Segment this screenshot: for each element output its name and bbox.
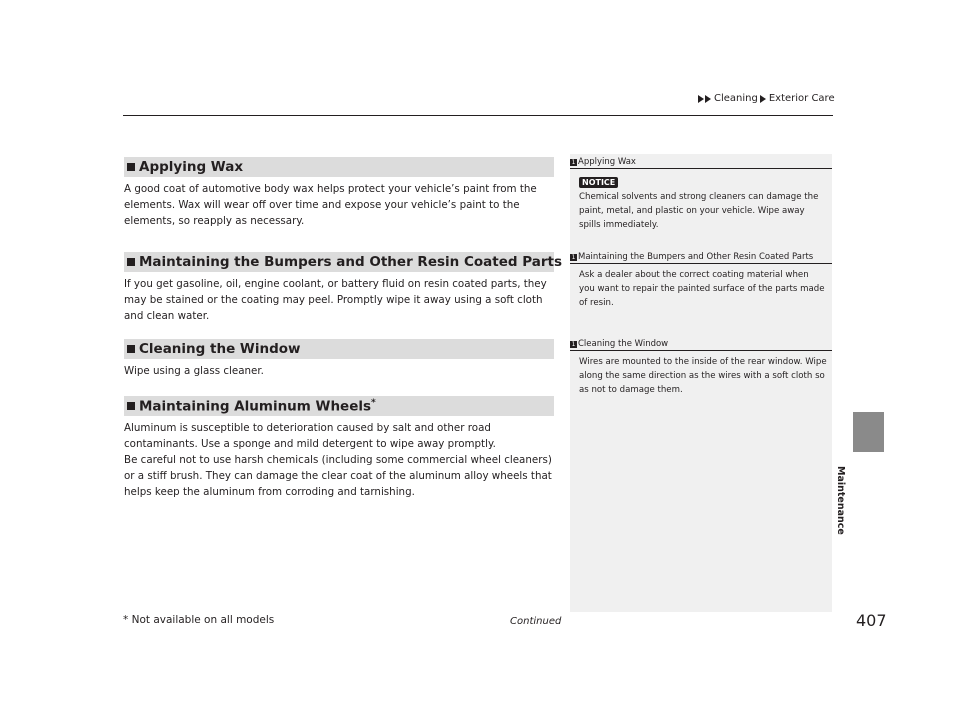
page-number: 407 — [856, 611, 887, 630]
note-heading-bumpers: 1 Maintaining the Bumpers and Other Resin Coated Parts — [571, 252, 814, 262]
triangle-icon — [760, 95, 766, 103]
section-heading-bumpers — [124, 252, 563, 272]
section-text-wheels: Aluminum is susceptible to deterioration caused by salt and other road contaminants. Use a sponge and mild detergent to wipe away promptly. Be careful not to use harsh chemicals (including some commercial wheel cleaners) or a stiff brush. They can damage the clear coat of the aluminum alloy wheels that helps keep the aluminum from corroding and tarnishing. — [124, 422, 552, 498]
note-divider — [570, 168, 832, 169]
note-text-wax: Chemical solvents and strong cleaners can damage the paint, metal, and plastic on your vehicle. Wipe away spills immediately. — [579, 192, 819, 230]
section-text-window: Wipe using a glass cleaner. — [124, 365, 264, 377]
note-heading-wax: 1 Applying Wax — [571, 157, 636, 167]
triangle-icon — [698, 95, 704, 103]
note-divider — [570, 263, 832, 264]
section-title: Maintaining Aluminum Wheels* — [139, 397, 376, 415]
reference-icon: 1 — [571, 158, 576, 166]
continued-label: Continued — [510, 616, 562, 627]
square-bullet-icon — [127, 345, 135, 353]
breadcrumb-level1[interactable]: Cleaning — [714, 93, 758, 104]
triangle-icon — [705, 95, 711, 103]
square-bullet-icon — [127, 258, 135, 266]
section-heading-wheels — [124, 396, 554, 416]
section-heading-window — [124, 339, 554, 359]
section-title: Cleaning the Window — [139, 341, 301, 357]
section-title: Applying Wax — [139, 159, 244, 175]
section-heading-wax — [124, 157, 554, 177]
footnote-asterisk[interactable]: * — [371, 397, 376, 408]
square-bullet-icon — [127, 402, 135, 410]
chapter-tab — [853, 412, 884, 452]
breadcrumb-level2[interactable]: Exterior Care — [768, 93, 835, 104]
square-bullet-icon — [127, 163, 135, 171]
notice-badge: NOTICE — [579, 177, 618, 188]
reference-icon: 1 — [571, 340, 576, 348]
section-text-wax: A good coat of automotive body wax helps protect your vehicle’s paint from the elements. Wax will wear off over time and expose your vehicle’s paint to the elements, so reapply as necessary. — [124, 183, 537, 227]
header-divider — [123, 115, 833, 116]
reference-icon: 1 — [571, 253, 576, 261]
chapter-label: Maintenance — [835, 466, 846, 535]
breadcrumb — [698, 93, 835, 104]
note-text-window: Wires are mounted to the inside of the rear window. Wipe along the same direction as the wires with a soft cloth so as not to damage them. — [579, 357, 827, 395]
footnote: * Not available on all models — [123, 614, 275, 626]
note-divider — [570, 350, 832, 351]
section-title: Maintaining the Bumpers and Other Resin Coated Parts — [139, 254, 563, 270]
section-text-bumpers: If you get gasoline, oil, engine coolant, or battery fluid on resin coated parts, they may be stained or the coating may peel. Promptly wipe it away using a soft cloth and clean water. — [124, 278, 547, 322]
note-heading-window: 1 Cleaning the Window — [571, 339, 669, 349]
note-text-bumpers: Ask a dealer about the correct coating material when you want to repair the painted surface of the parts made of resin. — [579, 270, 825, 308]
